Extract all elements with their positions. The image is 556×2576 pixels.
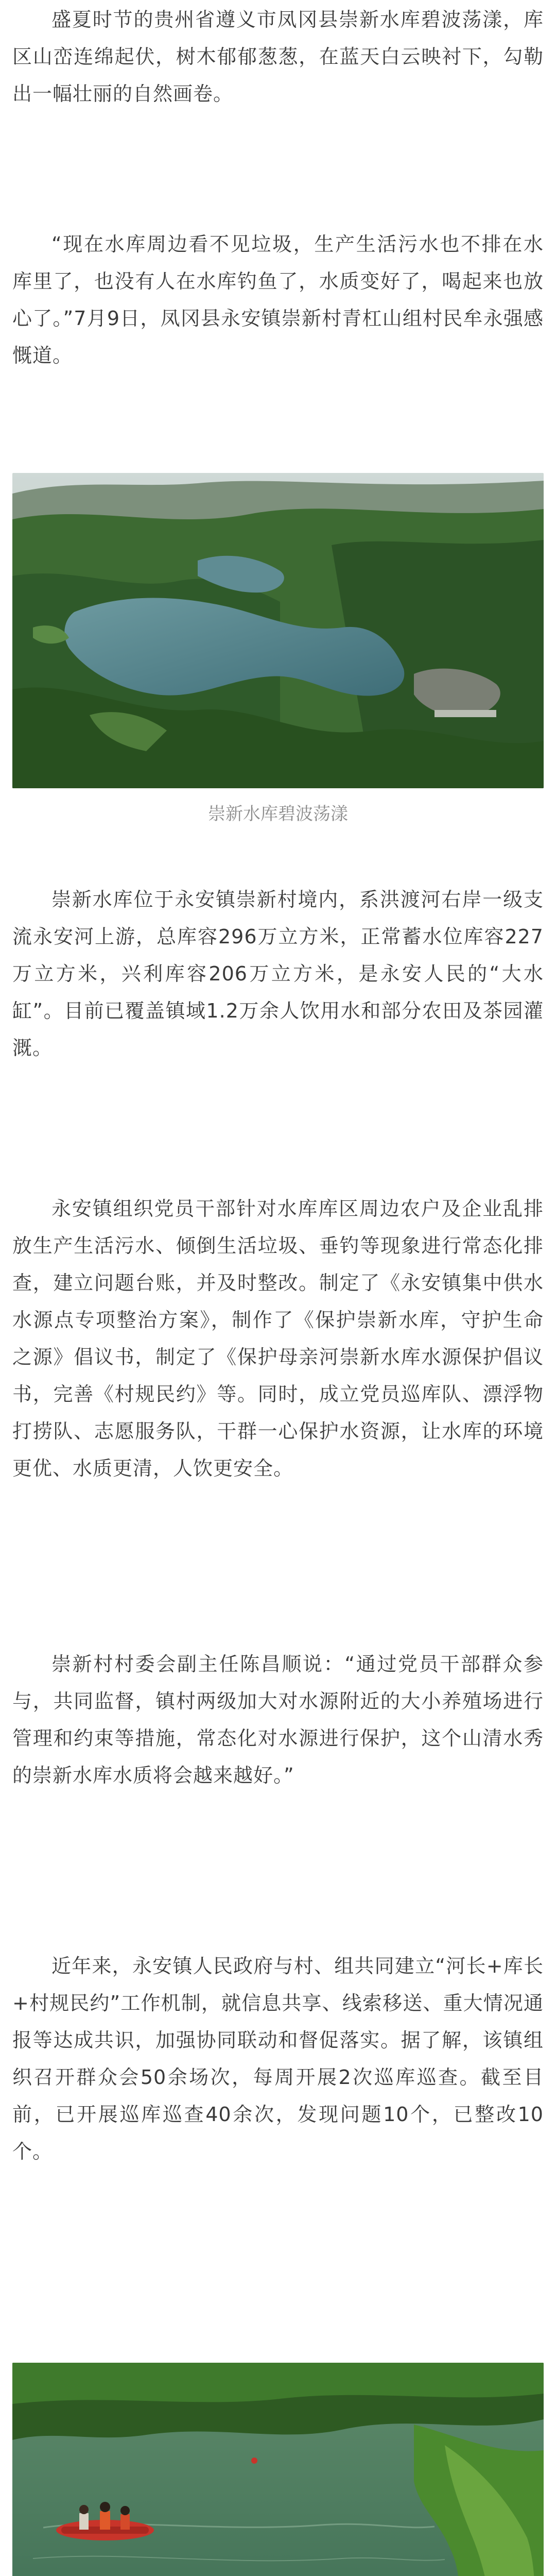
paragraph-mechanism: 近年来，永安镇人民政府与村、组共同建立“河长+库长+村规民约”工作机制，就信息共享、线索移送、重大情况通报等达成共识，加强协同联动和督促落实。据了解，该镇组织召开群众会50余场次，每周开展2次巡库巡查。截至目前，已开展巡库巡查40余次，发现问题10个，已整改10个。 [12,1955,544,2163]
reservoir-aerial-photo [12,473,544,788]
volunteer-boat-photo [12,2363,544,2576]
paragraph-intro: 盛夏时节的贵州省遵义市凤冈县崇新水库碧波荡漾，库区山峦连绵起伏，树木郁郁葱葱，在蓝天白云映衬下，勾勒出一幅壮丽的自然画卷。 [12,8,544,105]
paragraph-reservoir-info: 崇新水库位于永安镇崇新村境内，系洪渡河右岸一级支流永安河上游，总库容296万立方米，正常蓄水位库容227万立方米，兴利库容206万立方米，是永安人民的“大水缸”。目前已覆盖镇域1.2万余人饮用水和部分农田及茶园灌溉。 [12,888,544,1059]
photo-caption: 崇新水库碧波荡漾 [208,804,348,824]
paragraph-town-measures: 永安镇组织党员干部针对水库库区周边农户及企业乱排放生产生活污水、倾倒生活垃圾、垂钓等现象进行常态化排查，建立问题台账，并及时整改。制定了《永安镇集中供水水源点专项整治方案》，制作了《保护崇新水库，守护生命之源》倡议书，制定了《保护母亲河崇新水库水源保护倡议书，完善《村规民约》等。同时，成立党员巡库队、漂浮物打捞队、志愿服务队，干群一心保护水资源，让水库的环境更优、水质更清，人饮更安全。 [12,1197,544,1480]
paragraph-village-official-quote: 崇新村村委会副主任陈昌顺说：“通过党员干部群众参与，共同监督，镇村两级加大对水源附近的大小养殖场进行管理和约束等措施，常态化对水源进行保护，这个山清水秀的崇新水库水质将会越来越好。” [12,1653,544,1787]
paragraph-villager-quote: “现在水库周边看不见垃圾，生产生活污水也不排在水库里了，也没有人在水库钓鱼了，水质变好了，喝起来也放心了。”7月9日，凤冈县永安镇崇新村青杠山组村民牟永强感慨道。 [12,233,544,367]
